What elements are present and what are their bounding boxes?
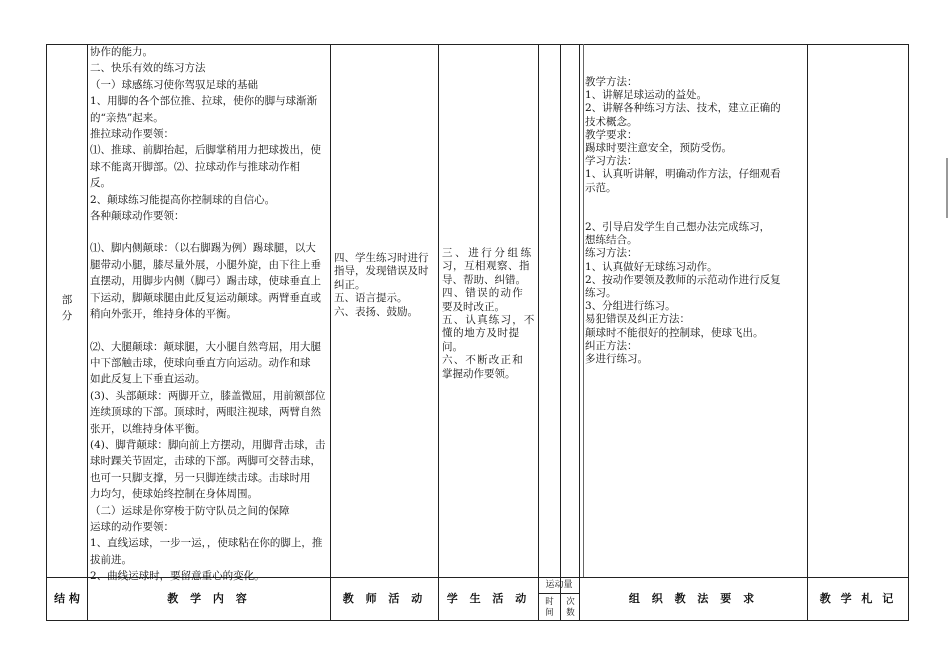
org-line: 教学方法： bbox=[585, 76, 638, 88]
student-line: 掌握动作要领。 bbox=[442, 367, 516, 380]
org-line: 2、按动作要领及教师的示范动作进行反复 bbox=[585, 273, 781, 286]
student-line: 懂的地方及时提 bbox=[442, 327, 520, 340]
header-exercise: 运动量 bbox=[545, 580, 573, 590]
content-line: （二）运球是你穿梭于防守队员之间的保障 bbox=[90, 504, 290, 517]
content-line: 球不能离开脚部。⑵、拉球动作与推球动作相 bbox=[90, 160, 300, 173]
header-student: 学 生 活 动 bbox=[446, 592, 531, 605]
content-line: ⑵、大腿颠球：颠球腿，大小腿自然弯屈，用大腿 bbox=[90, 340, 321, 353]
content-line: 也可一只脚支撑，另一只脚连续击球。击球时用 bbox=[90, 471, 311, 484]
content-line: 运球的动作要领： bbox=[90, 520, 174, 533]
content-line: (3)、头部颠球：两脚开立，膝盖微屈，用前额部位 bbox=[90, 389, 326, 402]
org-line: 易犯错误及纠正方法： bbox=[585, 313, 690, 326]
content-line: ⑴、推球、前脚抬起，后脚掌稍用力把球拨出，使 bbox=[90, 144, 321, 157]
content-line: 2、颠球练习能提高你控制球的自信心。 bbox=[90, 193, 276, 206]
col-line-1 bbox=[87, 44, 88, 621]
student-line: 四、错误的动作 bbox=[442, 287, 524, 300]
org-line: 纠正方法： bbox=[585, 339, 638, 352]
student-line: 要及时改正。 bbox=[442, 300, 505, 313]
content-line: 二、快乐有效的练习方法 bbox=[90, 62, 206, 75]
teaching-content bbox=[90, 44, 325, 585]
student-line: 六、不断改正和 bbox=[442, 354, 524, 367]
org-line: 1、认真听讲解，明确动作方法，仔细观看 bbox=[585, 168, 781, 181]
header-count-1: 次 bbox=[566, 597, 575, 607]
teacher-line: 五、语言提示。 bbox=[334, 292, 408, 305]
teacher-line: 指导，发现错误及时 bbox=[334, 265, 429, 278]
col-line-5 bbox=[560, 44, 561, 621]
student-line: 问。 bbox=[442, 340, 463, 353]
structure-label-line-1: 部 bbox=[61, 294, 73, 306]
header-time-2: 间 bbox=[545, 608, 554, 618]
structure-label-line-2: 分 bbox=[61, 310, 73, 322]
student-activity bbox=[442, 247, 536, 381]
content-line bbox=[90, 224, 325, 240]
col-line-3 bbox=[438, 44, 439, 621]
content-line: 连续顶球的下部。顶球时，两眼注视球，两臂自然 bbox=[90, 406, 321, 419]
student-line: 习，互相观察、指 bbox=[442, 260, 530, 273]
student-line: 三、进行分组练 bbox=[442, 247, 534, 259]
content-line: (4)、脚背颠球：脚向前上方摆动，用脚背击球，击 bbox=[90, 438, 326, 451]
header-time bbox=[539, 597, 560, 619]
org-line: 示范。 bbox=[585, 181, 617, 194]
teacher-line: 四、学生练习时进行 bbox=[334, 252, 429, 264]
content-line: 拔前进。 bbox=[90, 553, 132, 566]
content-line: 推拉球动作要领： bbox=[90, 128, 174, 141]
content-line: 反。 bbox=[90, 177, 111, 190]
teacher-activity bbox=[334, 252, 429, 319]
teacher-line: 六、表扬、鼓励。 bbox=[334, 305, 418, 318]
content-line: 腿带动小腿，膝尽量外展，小腿外旋，由下往上垂 bbox=[90, 258, 321, 271]
content-line: ⑴、脚内侧颠球：（以右脚踢为例）踢球腿，以大 bbox=[90, 242, 316, 255]
table-bottom-border bbox=[46, 620, 908, 621]
col-line-2 bbox=[330, 44, 331, 621]
content-line: 直摆动，用脚步内侧（脚弓）踢击球，使球垂直上 bbox=[90, 275, 321, 288]
content-line: 2、曲线运球时，要留意重心的变化。 bbox=[90, 570, 265, 583]
header-notes: 教 学 札 记 bbox=[819, 592, 897, 605]
org-line: 多进行练习。 bbox=[585, 353, 648, 366]
org-line: 技术概念。 bbox=[585, 115, 638, 128]
content-line: 各种颠球动作要领： bbox=[90, 210, 185, 223]
header-time-1: 时 bbox=[545, 597, 554, 607]
org-method-top bbox=[585, 76, 781, 195]
org-line: 练习方法： bbox=[585, 247, 638, 260]
student-line: 导、帮助、纠错。 bbox=[442, 273, 526, 286]
col-line-8 bbox=[807, 44, 808, 621]
structure-label bbox=[57, 292, 77, 324]
header-teacher: 教 师 活 动 bbox=[342, 592, 427, 605]
col-line-0 bbox=[46, 44, 47, 621]
org-line: 练习。 bbox=[585, 287, 617, 300]
org-method-bottom bbox=[585, 221, 781, 366]
col-line-9 bbox=[908, 44, 909, 621]
content-line: 稍向外张开，维持身体的平衡。 bbox=[90, 308, 237, 321]
org-line: 2、引导启发学生自己想办法完成练习， bbox=[585, 221, 771, 233]
content-line: 下运动，脚颠球腿由此反复运动颠球。两臂垂直或 bbox=[90, 291, 321, 304]
col-line-7 bbox=[583, 44, 584, 577]
content-line: 球时踝关节固定，击球的下部。两脚可交替击球， bbox=[90, 455, 321, 468]
content-line: 力均匀，使球始终控制在身体周围。 bbox=[90, 488, 258, 501]
header-structure: 结 构 bbox=[54, 592, 80, 605]
student-line: 五、认真练习，不 bbox=[442, 314, 536, 327]
col-line-6 bbox=[579, 44, 580, 621]
content-line: 如此反复上下垂直运动。 bbox=[90, 373, 206, 386]
org-line: 2、讲解各种练习方法、技术，建立正确的 bbox=[585, 102, 781, 115]
header-count bbox=[561, 597, 580, 619]
content-line: （一）球感练习使你驾驭足球的基础 bbox=[90, 78, 258, 91]
org-line: 1、认真做好无球练习动作。 bbox=[585, 260, 718, 273]
org-line: 学习方法： bbox=[585, 155, 638, 168]
content-line bbox=[90, 323, 325, 339]
org-line: 1、讲解足球运动的益处。 bbox=[585, 89, 708, 102]
content-line: 张开，以维持身体平衡。 bbox=[90, 422, 206, 435]
content-line: 1、直线运球，一步一运，，使球粘在你的脚上，推 bbox=[90, 537, 323, 550]
page-edge-mark bbox=[946, 158, 948, 218]
content-line: 中下部触击球，使球向垂直方向运动。动作和球 bbox=[90, 356, 311, 369]
exercise-sub-line-h bbox=[538, 593, 580, 594]
content-line: 协作的能力。 bbox=[90, 46, 153, 58]
org-line: 颠球时不能很好的控制球，使球飞出。 bbox=[585, 326, 764, 339]
org-line: 想练结合。 bbox=[585, 234, 638, 247]
header-org: 组 织 教 法 要 求 bbox=[628, 592, 759, 605]
org-line: 3、分组进行练习。 bbox=[585, 300, 676, 313]
org-line: 踢球时要注意安全，预防受伤。 bbox=[585, 142, 732, 155]
col-line-4 bbox=[538, 44, 539, 621]
header-content: 教 学 内 容 bbox=[167, 592, 251, 605]
header-count-2: 数 bbox=[566, 608, 575, 618]
org-line: 教学要求： bbox=[585, 128, 638, 141]
content-line: 的“亲热”起来。 bbox=[90, 111, 164, 124]
teacher-line: 纠正。 bbox=[334, 278, 366, 291]
content-line: 1、用脚的各个部位推、拉球，使你的脚与球渐渐 bbox=[90, 95, 318, 108]
